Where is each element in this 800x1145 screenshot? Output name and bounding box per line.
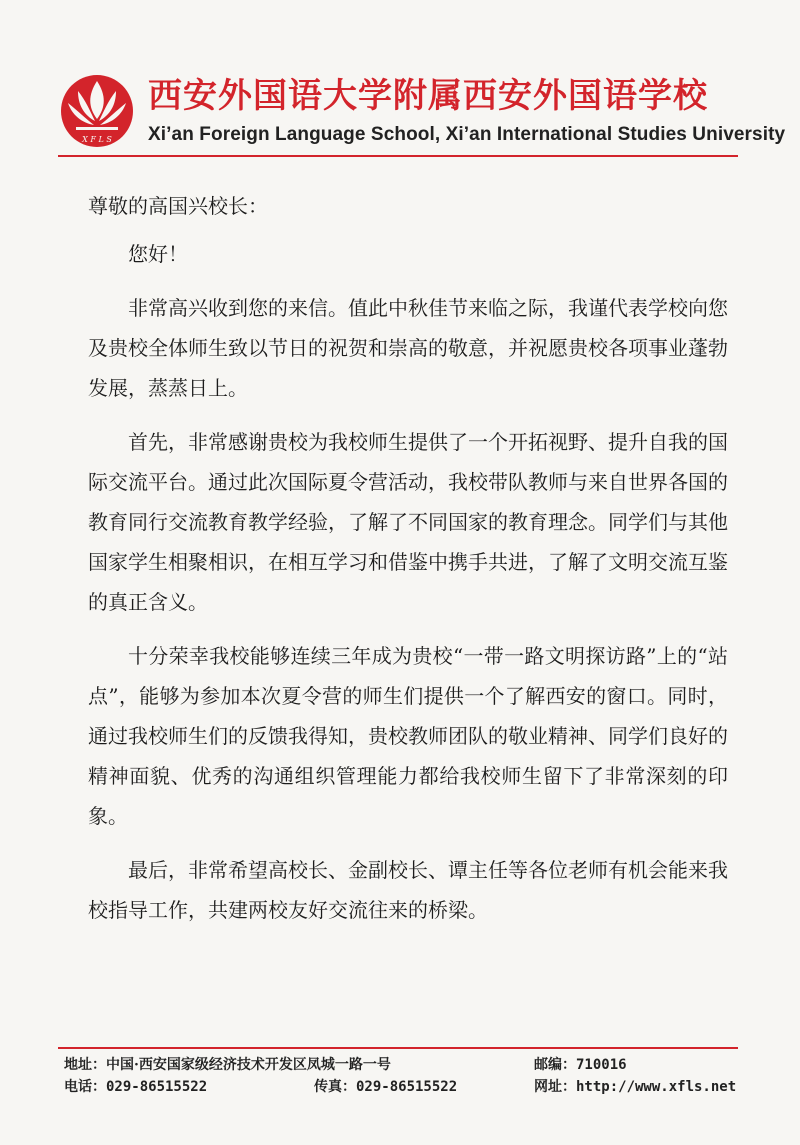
footer-postcode [534,1054,627,1074]
phone-label: 电话： [64,1079,106,1095]
footer-divider [58,1047,738,1049]
header-divider [58,155,738,157]
fax-label: 传真： [314,1079,356,1095]
footer-website [534,1076,736,1096]
letter-body [88,186,728,944]
address-label: 地址： [64,1057,106,1073]
footer-phone [64,1076,207,1096]
letter-paragraph: 十分荣幸我校能够连续三年成为贵校“一带一路文明探访路”上的“站点”，能够为参加本次夏令营的师生们提供一个了解西安的窗口。同时，通过我校师生们的反馈我得知，贵校教师团队的敬业精神、同学们良好的精神面貌、优秀的沟通组织管理能力都给我校师生留下了非常深刻的印象。 [88,644,728,828]
postcode-label: 邮编： [534,1057,576,1073]
school-logo-icon [58,67,136,155]
address-value: 中国·西安国家级经济技术开发区凤城一路一号 [106,1057,391,1073]
logo-text: X F L S [82,135,112,144]
letter-paragraph: 首先，非常感谢贵校为我校师生提供了一个开拓视野、提升自我的国际交流平台。通过此次国际夏令营活动，我校带队教师与来自世界各国的教育同行交流教育教学经验，了解了不同国家的教育理念。同学们与其他国家学生相聚相识，在相互学习和借鉴中携手共进，了解了文明交流互鉴的真正含义。 [88,430,728,614]
footer-address [64,1054,391,1074]
school-name-en: Xi’an Foreign Language School, Xi’an International Studies University [148,124,786,145]
fax-value: 029-86515522 [356,1079,458,1095]
letter-greeting: 您好！ [128,242,188,266]
postcode-value: 710016 [576,1057,627,1073]
website-link[interactable]: http://www.xfls.net [576,1079,737,1095]
phone-value: 029-86515522 [106,1079,208,1095]
website-label: 网址： [534,1079,576,1095]
letter-salutation: 尊敬的高国兴校长： [88,194,268,218]
footer-fax [314,1076,457,1096]
letter-paragraph: 最后，非常希望高校长、金副校长、谭主任等各位老师有机会能来我校指导工作，共建两校友好交流往来的桥梁。 [88,858,728,922]
school-name-zh: 西安外国语大学附属西安外国语学校 [148,76,708,116]
letter-paragraph: 非常高兴收到您的来信。值此中秋佳节来临之际，我谨代表学校向您及贵校全体师生致以节日的祝贺和崇高的敬意，并祝愿贵校各项事业蓬勃发展，蒸蒸日上。 [88,296,728,400]
